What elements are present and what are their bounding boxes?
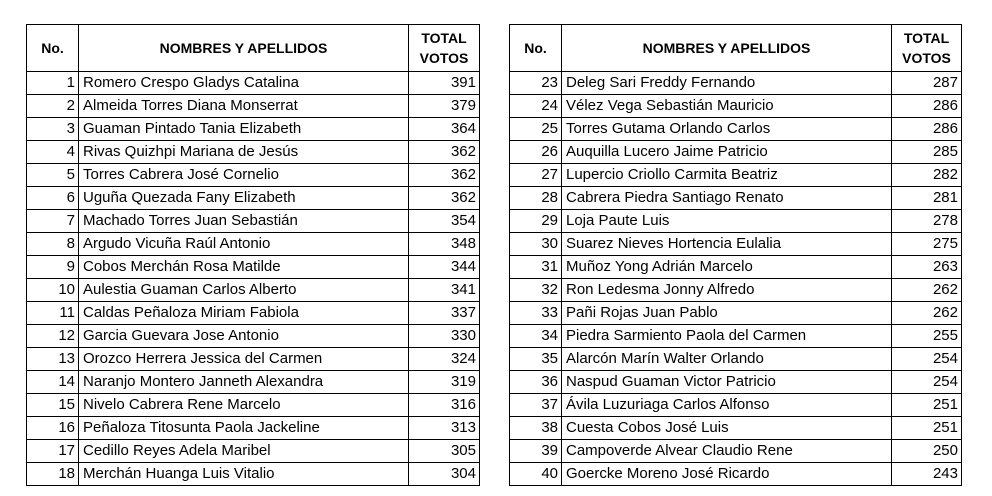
table-row xyxy=(27,164,480,187)
vote-total: 254 xyxy=(892,348,962,371)
row-number: 25 xyxy=(510,118,562,141)
candidate-name: Pañi Rojas Juan Pablo xyxy=(562,302,892,325)
table-row xyxy=(27,371,480,394)
vote-total: 263 xyxy=(892,256,962,279)
candidate-name: Naspud Guaman Victor Patricio xyxy=(562,371,892,394)
row-number: 14 xyxy=(27,371,79,394)
table-row xyxy=(27,417,480,440)
candidate-name: Almeida Torres Diana Monserrat xyxy=(79,95,409,118)
vote-total: 285 xyxy=(892,141,962,164)
table-row xyxy=(510,440,962,463)
candidate-name: Aulestia Guaman Carlos Alberto xyxy=(79,279,409,302)
header-row xyxy=(27,25,480,72)
table-row xyxy=(510,72,962,95)
table-row xyxy=(27,463,480,486)
vote-total: 362 xyxy=(409,141,480,164)
candidate-name: Ávila Luzuriaga Carlos Alfonso xyxy=(562,394,892,417)
vote-total: 379 xyxy=(409,95,480,118)
row-number: 23 xyxy=(510,72,562,95)
table-row xyxy=(27,187,480,210)
row-number: 34 xyxy=(510,325,562,348)
row-number: 29 xyxy=(510,210,562,233)
candidate-name: Torres Gutama Orlando Carlos xyxy=(562,118,892,141)
vote-total: 250 xyxy=(892,440,962,463)
vote-total: 324 xyxy=(409,348,480,371)
candidate-name: Loja Paute Luis xyxy=(562,210,892,233)
candidate-name: Lupercio Criollo Carmita Beatriz xyxy=(562,164,892,187)
row-number: 27 xyxy=(510,164,562,187)
row-number: 32 xyxy=(510,279,562,302)
table-row xyxy=(510,325,962,348)
header-names: NOMBRES Y APELLIDOS xyxy=(79,25,409,72)
table-row xyxy=(510,256,962,279)
candidate-name: Orozco Herrera Jessica del Carmen xyxy=(79,348,409,371)
candidate-name: Deleg Sari Freddy Fernando xyxy=(562,72,892,95)
candidate-name: Naranjo Montero Janneth Alexandra xyxy=(79,371,409,394)
row-number: 40 xyxy=(510,463,562,486)
row-number: 38 xyxy=(510,417,562,440)
row-number: 18 xyxy=(27,463,79,486)
table-row xyxy=(27,440,480,463)
row-number: 3 xyxy=(27,118,79,141)
candidate-name: Suarez Nieves Hortencia Eulalia xyxy=(562,233,892,256)
candidate-name: Argudo Vicuña Raúl Antonio xyxy=(79,233,409,256)
candidate-name: Merchán Huanga Luis Vitalio xyxy=(79,463,409,486)
vote-total: 330 xyxy=(409,325,480,348)
vote-total: 286 xyxy=(892,118,962,141)
vote-total: 262 xyxy=(892,279,962,302)
row-number: 31 xyxy=(510,256,562,279)
candidate-name: Romero Crespo Gladys Catalina xyxy=(79,72,409,95)
table-row xyxy=(27,141,480,164)
candidate-name: Piedra Sarmiento Paola del Carmen xyxy=(562,325,892,348)
vote-total: 319 xyxy=(409,371,480,394)
vote-total: 341 xyxy=(409,279,480,302)
candidate-name: Ron Ledesma Jonny Alfredo xyxy=(562,279,892,302)
row-number: 11 xyxy=(27,302,79,325)
candidate-name: Machado Torres Juan Sebastián xyxy=(79,210,409,233)
results-table-left xyxy=(26,24,480,486)
vote-total: 344 xyxy=(409,256,480,279)
candidate-name: Muñoz Yong Adrián Marcelo xyxy=(562,256,892,279)
row-number: 8 xyxy=(27,233,79,256)
table-row xyxy=(27,302,480,325)
vote-total: 362 xyxy=(409,187,480,210)
row-number: 30 xyxy=(510,233,562,256)
candidate-name: Peñaloza Titosunta Paola Jackeline xyxy=(79,417,409,440)
results-table-right xyxy=(509,24,962,486)
row-number: 1 xyxy=(27,72,79,95)
header-no: No. xyxy=(510,25,562,72)
header-votos: VOTOS xyxy=(902,50,951,66)
table-row xyxy=(27,72,480,95)
table-row xyxy=(27,256,480,279)
vote-total: 262 xyxy=(892,302,962,325)
vote-total: 364 xyxy=(409,118,480,141)
table-row xyxy=(510,187,962,210)
table-row xyxy=(27,348,480,371)
vote-total: 337 xyxy=(409,302,480,325)
header-total-votes xyxy=(892,25,962,72)
vote-total: 287 xyxy=(892,72,962,95)
table-row xyxy=(510,394,962,417)
candidate-name: Vélez Vega Sebastián Mauricio xyxy=(562,95,892,118)
row-number: 17 xyxy=(27,440,79,463)
table-row xyxy=(27,394,480,417)
vote-total: 281 xyxy=(892,187,962,210)
vote-total: 305 xyxy=(409,440,480,463)
header-no: No. xyxy=(27,25,79,72)
vote-total: 251 xyxy=(892,417,962,440)
header-total-votes xyxy=(409,25,480,72)
vote-total: 362 xyxy=(409,164,480,187)
candidate-name: Alarcón Marín Walter Orlando xyxy=(562,348,892,371)
vote-total: 243 xyxy=(892,463,962,486)
table-row xyxy=(510,302,962,325)
table-row xyxy=(27,210,480,233)
row-number: 4 xyxy=(27,141,79,164)
header-total: TOTAL xyxy=(421,30,467,46)
table-row xyxy=(510,95,962,118)
row-number: 9 xyxy=(27,256,79,279)
row-number: 15 xyxy=(27,394,79,417)
row-number: 5 xyxy=(27,164,79,187)
candidate-name: Uguña Quezada Fany Elizabeth xyxy=(79,187,409,210)
table-row xyxy=(510,463,962,486)
candidate-name: Rivas Quizhpi Mariana de Jesús xyxy=(79,141,409,164)
candidate-name: Cedillo Reyes Adela Maribel xyxy=(79,440,409,463)
row-number: 2 xyxy=(27,95,79,118)
header-row xyxy=(510,25,962,72)
vote-total: 354 xyxy=(409,210,480,233)
row-number: 37 xyxy=(510,394,562,417)
table-row xyxy=(510,348,962,371)
row-number: 33 xyxy=(510,302,562,325)
row-number: 6 xyxy=(27,187,79,210)
candidate-name: Guaman Pintado Tania Elizabeth xyxy=(79,118,409,141)
candidate-name: Torres Cabrera José Cornelio xyxy=(79,164,409,187)
vote-total: 278 xyxy=(892,210,962,233)
row-number: 10 xyxy=(27,279,79,302)
row-number: 39 xyxy=(510,440,562,463)
candidate-name: Goercke Moreno José Ricardo xyxy=(562,463,892,486)
vote-total: 251 xyxy=(892,394,962,417)
candidate-name: Cuesta Cobos José Luis xyxy=(562,417,892,440)
row-number: 26 xyxy=(510,141,562,164)
candidate-name: Campoverde Alvear Claudio Rene xyxy=(562,440,892,463)
candidate-name: Cabrera Piedra Santiago Renato xyxy=(562,187,892,210)
candidate-name: Garcia Guevara Jose Antonio xyxy=(79,325,409,348)
row-number: 36 xyxy=(510,371,562,394)
header-total: TOTAL xyxy=(903,30,950,46)
vote-total: 304 xyxy=(409,463,480,486)
row-number: 13 xyxy=(27,348,79,371)
row-number: 12 xyxy=(27,325,79,348)
table-row xyxy=(27,325,480,348)
table-row xyxy=(510,279,962,302)
candidate-name: Auquilla Lucero Jaime Patricio xyxy=(562,141,892,164)
vote-total: 348 xyxy=(409,233,480,256)
vote-total: 286 xyxy=(892,95,962,118)
vote-total: 255 xyxy=(892,325,962,348)
candidate-name: Nivelo Cabrera Rene Marcelo xyxy=(79,394,409,417)
table-row xyxy=(27,95,480,118)
table-row xyxy=(510,141,962,164)
table-row xyxy=(27,118,480,141)
vote-total: 275 xyxy=(892,233,962,256)
vote-total: 282 xyxy=(892,164,962,187)
candidate-name: Caldas Peñaloza Miriam Fabiola xyxy=(79,302,409,325)
header-votos: VOTOS xyxy=(419,50,469,66)
row-number: 7 xyxy=(27,210,79,233)
row-number: 24 xyxy=(510,95,562,118)
table-row xyxy=(510,371,962,394)
vote-total: 316 xyxy=(409,394,480,417)
table-row xyxy=(510,210,962,233)
row-number: 28 xyxy=(510,187,562,210)
vote-total: 313 xyxy=(409,417,480,440)
row-number: 35 xyxy=(510,348,562,371)
candidate-name: Cobos Merchán Rosa Matilde xyxy=(79,256,409,279)
header-names: NOMBRES Y APELLIDOS xyxy=(562,25,892,72)
table-row xyxy=(510,417,962,440)
table-row xyxy=(27,279,480,302)
table-row xyxy=(510,118,962,141)
table-row xyxy=(510,164,962,187)
table-row xyxy=(27,233,480,256)
vote-total: 391 xyxy=(409,72,480,95)
row-number: 16 xyxy=(27,417,79,440)
table-row xyxy=(510,233,962,256)
vote-total: 254 xyxy=(892,371,962,394)
